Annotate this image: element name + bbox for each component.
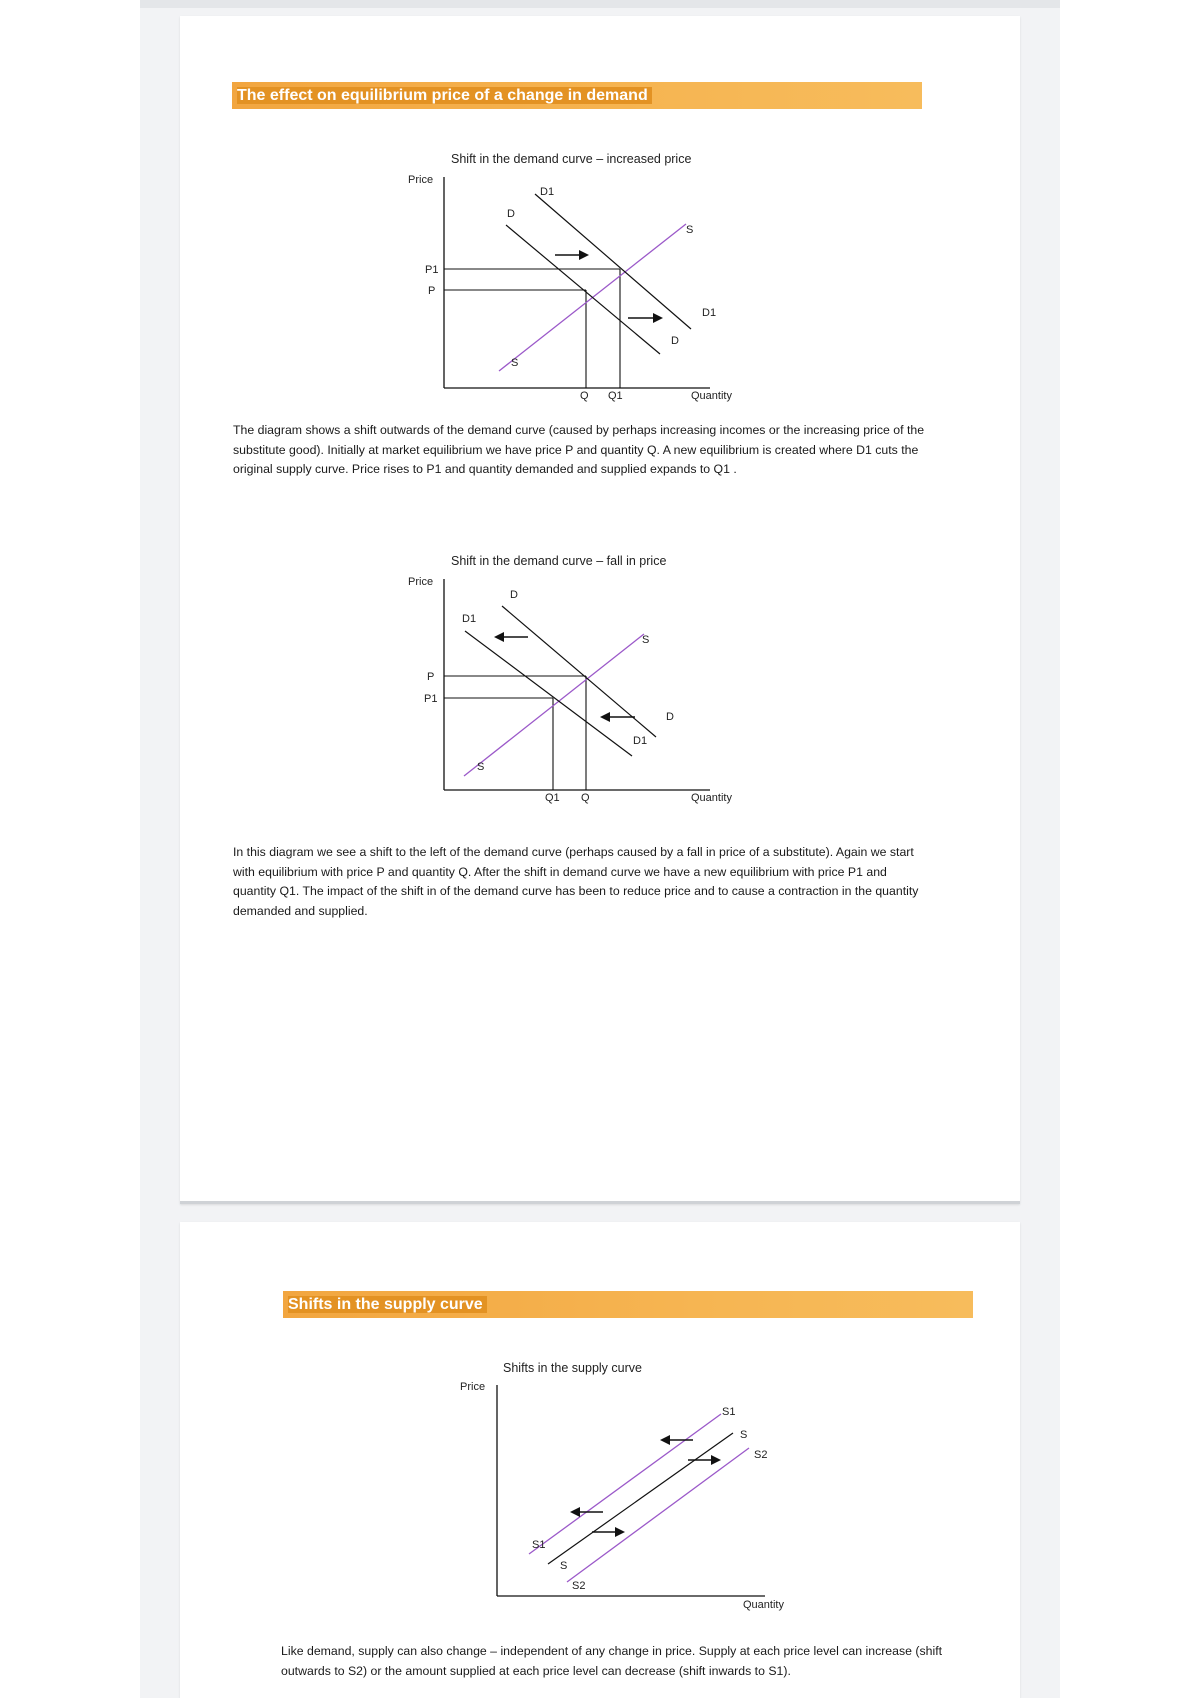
label-d-top: D (507, 208, 515, 220)
label-d-top: D (510, 589, 518, 601)
price-tick-p1: P1 (424, 693, 438, 705)
label-s2-top: S2 (754, 1449, 768, 1461)
label-s2-bottom: S2 (572, 1580, 586, 1592)
paragraph-demand-increase: The diagram shows a shift outwards of the demand curve (caused by perhaps increasing incomes or the increasing price of the substitute good). Initially at market equilibrium we have price P and quantity Q. A new equilibrium is created where D1 cuts the original supply curve. Price rises to P1 and quantity demanded and supplied expands to Q1 . (233, 423, 925, 477)
document-page-2 (180, 1222, 1020, 1698)
y-axis-label: Price (408, 576, 434, 588)
paragraph-demand-decrease: In this diagram we see a shift to the left of the demand curve (perhaps caused by a fall in price of a substitute). Again we start with equilibrium with price P and quantity Q. After the shift in demand curve we have a new equilibrium with price P1 and quantity Q1. The impact of the shift in of the demand curve has been to reduce price and to cause a contraction in the quantity demanded and supplied. (233, 845, 919, 918)
label-s1-top: S1 (722, 1406, 736, 1418)
supply-curve-s1 (529, 1414, 721, 1554)
price-tick-p: P (428, 285, 436, 297)
y-axis-label: Price (460, 1381, 486, 1393)
label-d-bottom: D (666, 711, 674, 723)
diagram-title: Shift in the demand curve – fall in price (451, 554, 667, 568)
label-s-bottom: S (477, 761, 485, 773)
diagram-title: Shift in the demand curve – increased price (451, 152, 692, 166)
supply-curve-s (464, 634, 644, 776)
shift-arrow-head-right-1 (711, 1455, 721, 1465)
shift-arrow-head-left-1 (660, 1435, 670, 1445)
price-tick-p1: P1 (425, 264, 439, 276)
label-s1-bottom: S1 (532, 1539, 546, 1551)
quantity-tick-q1: Q1 (608, 390, 623, 402)
diagram-supply-shifts (180, 1222, 1020, 1611)
viewer-top-edge (140, 0, 1060, 8)
quantity-tick-q: Q (581, 792, 590, 804)
demand-curve-d1 (465, 631, 632, 756)
label-d1-bottom: D1 (702, 307, 717, 319)
price-tick-p: P (427, 671, 435, 683)
label-s-top: S (686, 224, 694, 236)
supply-curve-s (548, 1433, 733, 1564)
section-heading-demand-text: The effect on equilibrium price of a change in demand (237, 87, 652, 104)
label-s-bottom: S (560, 1560, 568, 1572)
label-d1-bottom: D1 (633, 735, 648, 747)
diagram-demand-decrease (180, 16, 1020, 816)
label-s-top: S (642, 634, 650, 646)
label-d1-top: D1 (462, 613, 477, 625)
quantity-tick-q1: Q1 (545, 792, 560, 804)
shift-arrow-head-2 (600, 712, 610, 722)
label-d1-top: D1 (540, 186, 555, 198)
quantity-tick-q: Q (580, 390, 589, 402)
shift-arrow-head-right-2 (615, 1527, 625, 1537)
document-page-1 (180, 16, 1020, 1204)
shift-arrow-head-left-2 (570, 1507, 580, 1517)
shift-arrow-head-1 (494, 632, 504, 642)
section-heading-supply-text: Shifts in the supply curve (288, 1296, 487, 1313)
x-axis-label: Quantity (691, 792, 732, 804)
label-s-top: S (740, 1429, 748, 1441)
y-axis-label: Price (408, 174, 434, 186)
diagram-title: Shifts in the supply curve (503, 1361, 642, 1375)
label-s-bottom: S (511, 357, 519, 369)
x-axis-label: Quantity (691, 390, 732, 402)
paragraph-supply-shifts: Like demand, supply can also change – independent of any change in price. Supply at each price level can increase (shift outwards to S2) or the amount supplied at each price level can decrease (shift inwards to S1). (281, 1644, 943, 1678)
label-d-bottom: D (671, 335, 679, 347)
x-axis-label: Quantity (743, 1599, 784, 1611)
supply-curve-s2 (567, 1448, 749, 1582)
